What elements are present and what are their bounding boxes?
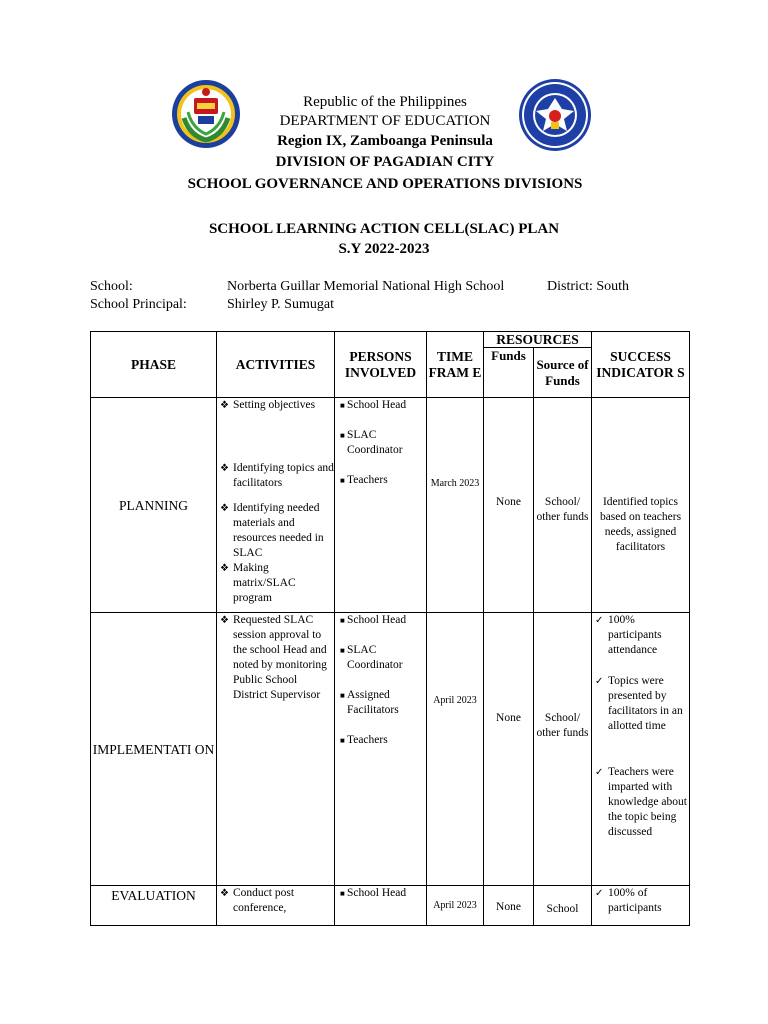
success-cell: [592, 886, 690, 926]
square-bullet-icon: ■: [340, 476, 345, 485]
funds-cell: None: [484, 886, 534, 926]
funds-cell: None: [484, 613, 534, 886]
square-bullet-icon: ■: [340, 401, 345, 410]
diamond-bullet-icon: ❖: [220, 463, 229, 474]
header-persons: PERSONS INVOLVED: [335, 332, 427, 398]
source-cell: School/ other funds: [534, 613, 592, 886]
persons-cell: [335, 398, 427, 613]
square-bullet-icon: ■: [340, 431, 345, 440]
success-cell: [592, 613, 690, 886]
table-row-evaluation: [91, 886, 690, 926]
list-item: ■ Teachers: [340, 474, 388, 486]
list-item: ❖ Conduct post conference,: [220, 887, 295, 914]
list-item: ❖ Identifying topics and facilitators: [220, 462, 334, 489]
school-name: Norberta Guillar Memorial National High School: [227, 279, 505, 294]
header-success: SUCCESS INDICATOR S: [592, 332, 690, 398]
source-cell: School/ other funds: [534, 398, 592, 613]
principal-label: School Principal:: [90, 297, 187, 312]
list-item: ■ Assigned Facilitators: [340, 689, 399, 716]
republic-line: Republic of the Philippines: [303, 94, 467, 110]
phase-cell: PLANNING: [91, 398, 217, 613]
diamond-bullet-icon: ❖: [220, 503, 229, 514]
school-info: [90, 279, 690, 315]
letterhead: [180, 94, 590, 195]
square-bullet-icon: ■: [340, 889, 345, 898]
list-item: ❖ Identifying needed materials and resources needed in SLAC: [220, 502, 324, 559]
square-bullet-icon: ■: [340, 736, 345, 745]
school-label: School:: [90, 279, 133, 294]
phase-cell: EVALUATION: [91, 886, 217, 926]
list-item: ❖ Making matrix/SLAC program: [220, 562, 296, 604]
division-line: DIVISION OF PAGADIAN CITY: [275, 154, 495, 170]
diamond-bullet-icon: ❖: [220, 615, 229, 626]
checkmark-icon: ✓: [595, 615, 604, 626]
list-item: ■ School Head: [340, 399, 407, 411]
diamond-bullet-icon: ❖: [220, 563, 229, 574]
department-line: DEPARTMENT OF EDUCATION: [279, 113, 491, 129]
list-item: ✓ 100% of participants: [595, 887, 662, 914]
district: District: South: [547, 279, 630, 294]
activities-cell: [217, 398, 335, 613]
phase-cell: IMPLEMENTATI ON: [91, 613, 217, 886]
header-phase: PHASE: [91, 332, 217, 398]
plan-title: SCHOOL LEARNING ACTION CELL(SLAC) PLAN: [208, 221, 560, 237]
list-item: ✓ Teachers were imparted with knowledge about the topic being discussed: [595, 766, 687, 838]
header-activities: ACTIVITIES: [217, 332, 335, 398]
school-year: S.Y 2022-2023: [338, 241, 430, 257]
list-item: ✓ Topics were presented by facilitators in an allotted time: [595, 675, 683, 732]
table-row-planning: [91, 398, 690, 613]
square-bullet-icon: ■: [340, 691, 345, 700]
table-header-row: [91, 332, 690, 348]
square-bullet-icon: ■: [340, 616, 345, 625]
checkmark-icon: ✓: [595, 767, 604, 778]
header-resources: RESOURCES: [484, 332, 592, 348]
timeframe-cell: March 2023: [427, 398, 484, 613]
diamond-bullet-icon: ❖: [220, 400, 229, 411]
timeframe-cell: April 2023: [427, 886, 484, 926]
document-title: [150, 219, 618, 259]
list-item: ❖ Requested SLAC session approval to the school Head and noted by monitoring Public School District Supervisor: [220, 614, 327, 701]
activities-cell: [217, 886, 335, 926]
persons-cell: [335, 886, 427, 926]
square-bullet-icon: ■: [340, 646, 345, 655]
list-item: ■ School Head: [340, 614, 407, 626]
persons-cell: [335, 613, 427, 886]
list-item: ■ School Head: [340, 887, 407, 899]
checkmark-icon: ✓: [595, 888, 604, 899]
checkmark-icon: ✓: [595, 676, 604, 687]
list-item: ❖ Setting objectives: [220, 399, 316, 411]
principal-row: [90, 297, 690, 315]
header-funds: Funds: [484, 348, 534, 398]
region-line: Region IX, Zamboanga Peninsula: [277, 133, 493, 149]
list-item: ■ SLAC Coordinator: [340, 429, 403, 456]
header-timeframe: TIME FRAM E: [427, 332, 484, 398]
list-item: ■ SLAC Coordinator: [340, 644, 403, 671]
diamond-bullet-icon: ❖: [220, 888, 229, 899]
header-source: Source of Funds: [534, 348, 592, 398]
activities-cell: [217, 613, 335, 886]
school-row: [90, 279, 690, 297]
slac-plan-table: [90, 331, 690, 926]
success-cell: Identified topics based on teachers needs, assigned facilitators: [592, 398, 690, 613]
list-item: ■ Teachers: [340, 734, 388, 746]
timeframe-cell: April 2023: [427, 613, 484, 886]
source-cell: School: [534, 886, 592, 926]
funds-cell: None: [484, 398, 534, 613]
sgod-line: SCHOOL GOVERNANCE AND OPERATIONS DIVISIONS: [187, 176, 583, 192]
list-item: ✓ 100% participants attendance: [595, 614, 662, 656]
table-row-implementation: [91, 613, 690, 886]
principal-name: Shirley P. Sumugat: [227, 297, 334, 312]
